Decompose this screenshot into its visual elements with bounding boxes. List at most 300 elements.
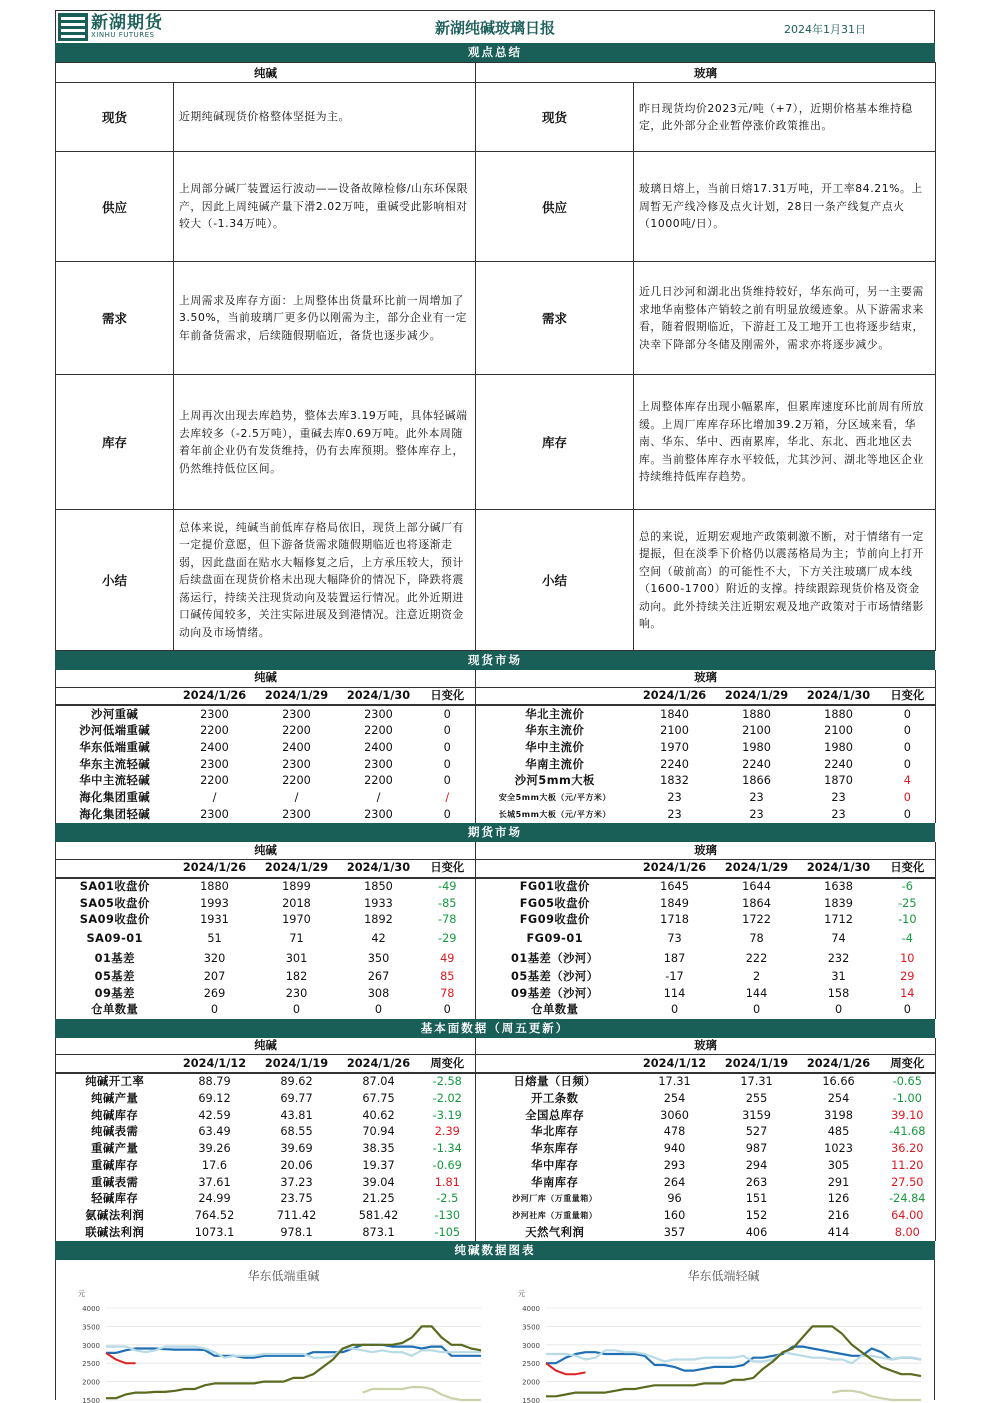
fund-value: 69.12 [198, 1092, 231, 1106]
spot-item-name: 沙河重碱 [91, 707, 139, 721]
chart-y-tick: 2000 [82, 1378, 100, 1387]
fund-value: 20.06 [280, 1158, 313, 1172]
fund-value: 291 [827, 1175, 850, 1189]
fund-value: 987 [745, 1142, 768, 1156]
fund-value: 24.99 [198, 1192, 231, 1206]
fund-value: 264 [663, 1175, 686, 1189]
view-text-glass: 玻璃日熔上，当前日熔17.31万吨，开工率84.21%。上周暂无产线冷修及点火计划，28日一条产线复产点火（1000吨/日）。 [634, 152, 936, 262]
chart-y-tick: 3500 [522, 1323, 540, 1332]
spot-item-name: 海化集团重碱 [79, 791, 151, 805]
spot-value: 2300 [282, 807, 311, 821]
futures-item-name: SA01收盘价 [79, 879, 150, 893]
chart-y-tick: 1500 [522, 1396, 540, 1403]
spot-value: 1980 [742, 741, 771, 755]
futures-value: 42 [371, 931, 386, 945]
table-row [56, 1091, 936, 1108]
futures-value: 2 [752, 969, 761, 983]
view-text-soda: 上周再次出现去库趋势，整体去库3.19万吨，具体轻碱端去库较多（-2.5万吨），重碱去库0.69万吨。此外本周随着年前企业仍有发货维持，仍有去库预期。整体库存上，仍然维持低位区间。 [174, 375, 476, 510]
fund-value: 581.42 [358, 1208, 399, 1222]
fund-value: -1.34 [420, 1141, 476, 1158]
col-date: 2024/1/29 [716, 687, 798, 705]
futures-value: 222 [745, 951, 768, 965]
fund-value: 87.04 [362, 1075, 395, 1089]
fund-item-name: 华中库存 [531, 1158, 579, 1172]
fund-value: 254 [663, 1092, 686, 1106]
futures-value: 31 [831, 969, 846, 983]
chart-y-tick: 2000 [522, 1378, 540, 1387]
view-label: 小结 [476, 510, 634, 651]
fund-value: 764.52 [194, 1208, 235, 1222]
spot-value: 2300 [364, 757, 393, 771]
table-row [56, 969, 936, 986]
section-band-futures: 期货市场 [55, 823, 935, 842]
futures-value: 1993 [200, 896, 229, 910]
fund-value: 294 [745, 1158, 768, 1172]
fund-value: 216 [827, 1208, 850, 1222]
futures-item-name: 仓单数量 [531, 1003, 579, 1017]
fund-item-name: 联碱法利润 [85, 1225, 145, 1239]
futures-value: 320 [203, 951, 226, 965]
chart-y-tick: 4000 [82, 1304, 100, 1313]
view-text-glass: 昨日现货均价2023元/吨（+7），近期价格基本维持稳定，此外部分企业暂停涨价政策推出。 [634, 83, 936, 152]
futures-item-name: 05基差（沙河） [511, 969, 599, 983]
fund-item-name: 轻碱库存 [91, 1192, 139, 1206]
futures-value: -17 [665, 969, 684, 983]
futures-value: 1722 [742, 913, 771, 927]
spot-value: 0 [903, 757, 911, 771]
fund-value: -2.02 [420, 1091, 476, 1108]
futures-value: 2018 [282, 896, 311, 910]
table-row [56, 723, 936, 740]
table-row [56, 985, 936, 1002]
fund-value: 21.25 [362, 1192, 395, 1206]
chart-y-tick: 2500 [82, 1360, 100, 1369]
spot-value: 2240 [742, 757, 771, 771]
table-row [56, 790, 936, 807]
spot-value: / [376, 791, 381, 805]
fund-value: 357 [663, 1225, 686, 1239]
spot-market-table [55, 670, 936, 823]
fund-item-name: 纯碱开工率 [85, 1075, 145, 1089]
fund-item-name: 氨碱法利润 [85, 1208, 145, 1222]
futures-value: 267 [367, 969, 390, 983]
spot-value: 23 [667, 791, 682, 805]
col-date: 2024/1/29 [716, 859, 798, 877]
chart-title: 华东低端重碱 [247, 1268, 320, 1283]
futures-item-name: 01基差 [94, 951, 135, 965]
fund-value: 940 [663, 1142, 686, 1156]
view-label: 库存 [56, 375, 174, 510]
futures-value: 74 [831, 931, 846, 945]
spot-item-name: 华南主流价 [525, 757, 585, 771]
spot-item-name: 安全5mm大板（元/平方米） [498, 793, 611, 803]
futures-value: 308 [367, 986, 390, 1000]
fund-value: 39.69 [280, 1142, 313, 1156]
spot-value: 2240 [660, 757, 689, 771]
futures-item-name: 09基差（沙河） [511, 986, 599, 1000]
fund-item-name: 全国总库存 [525, 1108, 585, 1122]
futures-item-name: FG01收盘价 [519, 879, 590, 893]
col-date: 2024/1/26 [634, 687, 716, 705]
view-text-soda: 上周需求及库存方面：上周整体出货量环比前一周增加了3.50%，当前玻璃厂更多仍以刚需为主，部分企业有一定年前备货需求，后续随假期临近，备货也逐步减少。 [174, 262, 476, 375]
view-text-soda: 上周部分碱厂装置运行波动——设备故障检修/山东环保限产，因此上周纯碱产量下滑2.02万吨，重碱受此影响相对较大（-1.34万吨）。 [174, 152, 476, 262]
fund-value: 873.1 [362, 1225, 395, 1239]
spot-right-title: 玻璃 [476, 670, 936, 687]
futures-value: 78 [749, 931, 764, 945]
futures-value: 51 [207, 931, 222, 945]
fund-item-name: 重碱表需 [91, 1175, 139, 1189]
col-date: 2024/1/19 [716, 1055, 798, 1073]
futures-value: 269 [203, 986, 226, 1000]
spot-value: / [294, 791, 299, 805]
view-label: 现货 [56, 83, 174, 152]
spot-value: 2240 [824, 757, 853, 771]
section-band-view: 观点总结 [55, 43, 935, 62]
col-date: 2024/1/19 [256, 1055, 338, 1073]
section-band-charts: 纯碱数据图表 [55, 1241, 935, 1260]
table-row [56, 1191, 936, 1208]
chart-y-tick: 2500 [522, 1360, 540, 1369]
spot-value: 2200 [200, 774, 229, 788]
futures-value: 230 [285, 986, 308, 1000]
table-row [56, 1073, 936, 1091]
spot-value: 23 [831, 791, 846, 805]
spot-value: 23 [831, 807, 846, 821]
futures-item-name: 仓单数量 [91, 1003, 139, 1017]
spot-value: / [212, 791, 217, 805]
futures-value: 1712 [824, 913, 853, 927]
fund-item-name: 纯碱产量 [91, 1092, 139, 1106]
spot-item-name: 海化集团轻碱 [79, 807, 151, 821]
fund-value: 8.00 [894, 1225, 920, 1239]
futures-value: 1931 [200, 913, 229, 927]
futures-value: -10 [898, 913, 917, 927]
fund-value: -0.65 [892, 1075, 922, 1089]
logo-text-cn: 新湖期货 [91, 12, 163, 33]
spot-value: 0 [420, 705, 476, 723]
table-row [56, 912, 936, 929]
fund-item-name: 纯碱库存 [91, 1108, 139, 1122]
spot-value: 2300 [282, 757, 311, 771]
fund-value: -3.19 [420, 1107, 476, 1124]
fund-value: 293 [663, 1158, 686, 1172]
futures-value: 0 [670, 1003, 679, 1017]
fund-value: 711.42 [276, 1208, 317, 1222]
futures-value: 1645 [660, 879, 689, 893]
fund-value: 19.37 [362, 1158, 395, 1172]
table-row [56, 807, 936, 824]
futures-right-title: 玻璃 [476, 842, 936, 859]
futures-value: 1644 [742, 879, 771, 893]
fund-value: 17.31 [658, 1075, 691, 1089]
futures-value: 0 [903, 1003, 911, 1017]
chart-series-line [106, 1353, 136, 1363]
futures-value: 49 [420, 949, 476, 969]
fund-value: 40.62 [362, 1108, 395, 1122]
spot-item-name: 华北主流价 [525, 707, 585, 721]
fund-value: 69.77 [280, 1092, 313, 1106]
fund-value: 152 [745, 1208, 768, 1222]
col-date: 2024/1/30 [798, 687, 880, 705]
spot-value: 0 [420, 723, 476, 740]
futures-item-name: SA09收盘价 [79, 913, 150, 927]
fund-value: 16.66 [822, 1075, 855, 1089]
col-date: 2024/1/29 [256, 687, 338, 705]
spot-value: 2100 [660, 724, 689, 738]
futures-item-name: SA05收盘价 [79, 896, 150, 910]
col-date: 2024/1/26 [634, 859, 716, 877]
spot-item-name: 长城5mm大板（元/平方米） [498, 809, 611, 819]
futures-value: 73 [667, 931, 682, 945]
fund-value: 11.20 [891, 1158, 924, 1172]
fund-value: 1073.1 [194, 1225, 235, 1239]
table-row [56, 1124, 936, 1141]
futures-value: 29 [900, 969, 915, 983]
chart-y-unit: 元 [78, 1289, 85, 1298]
chart-y-tick: 1500 [82, 1396, 100, 1403]
fund-value: 27.50 [891, 1175, 924, 1189]
view-text-glass: 总的来说，近期宏观地产政策刺激不断，对于情绪有一定提振，但在淡季下价格仍以震荡格局为主；节前向上打开空间（破前高）的可能性不大，下方关注玻璃厂成本线（1600-1700）附近的支撑。持续跟踪现货价格及资金动向。此外持续关注近期宏观及地产政策对于市场情绪影响。 [634, 510, 936, 651]
futures-value: 1933 [364, 896, 393, 910]
spot-value: 2300 [200, 807, 229, 821]
fund-value: 39.10 [891, 1108, 924, 1122]
fund-value: 43.81 [280, 1108, 313, 1122]
col-change: 日变化 [880, 687, 936, 705]
fund-item-name: 沙河厂库（万重量箱） [512, 1194, 598, 1204]
futures-value: 1718 [660, 913, 689, 927]
col-change: 日变化 [880, 859, 936, 877]
view-label: 现货 [476, 83, 634, 152]
chart-series-line [546, 1350, 921, 1363]
spot-value: 2200 [282, 724, 311, 738]
futures-value: 114 [663, 986, 686, 1000]
col-date: 2024/1/26 [798, 1055, 880, 1073]
table-row [56, 1002, 936, 1019]
table-row [56, 1174, 936, 1191]
spot-item-name: 沙河5mm大板 [514, 774, 595, 788]
futures-value: 1839 [824, 896, 853, 910]
fund-value: -105 [420, 1224, 476, 1241]
spot-value: 1880 [742, 707, 771, 721]
section-band-fundamentals: 基本面数据（周五更新） [55, 1019, 935, 1038]
fund-item-name: 沙河社库（万重量箱） [512, 1210, 598, 1220]
logo-text-en: XINHU FUTURES [91, 30, 155, 39]
view-text-soda: 总体来说，纯碱当前低库存格局依旧，现货上部分碱厂有一定提价意愿，但下游备货需求随假期临近也将逐渐走弱，因此盘面在贴水大幅修复之后，上方承压较大，预计后续盘面在现货价格未出现大幅降价的情况下，降跌将震荡运行，持续关注现货动向及装置运行情况。此外近期进口碱传闻较多，关注实际进展及到港情况。注意近期资金动向及市场情绪。 [174, 510, 476, 651]
spot-value: 2400 [364, 741, 393, 755]
fund-value: 3060 [660, 1108, 689, 1122]
col-date: 2024/1/26 [338, 1055, 420, 1073]
futures-value: 1638 [824, 879, 853, 893]
spot-item-name: 华东主流轻碱 [79, 757, 151, 771]
futures-value: -29 [420, 929, 476, 949]
futures-item-name: FG09-01 [526, 931, 584, 945]
spot-value: 0 [420, 773, 476, 790]
chart-y-tick: 3000 [82, 1341, 100, 1350]
table-row [56, 878, 936, 896]
fund-value: 64.00 [891, 1208, 924, 1222]
section-band-spot: 现货市场 [55, 651, 935, 670]
futures-value: 350 [367, 951, 390, 965]
view-right-title: 玻璃 [476, 63, 936, 83]
spot-value: 1880 [824, 707, 853, 721]
table-row [56, 949, 936, 969]
futures-value: 0 [292, 1003, 301, 1017]
fund-value: 160 [663, 1208, 686, 1222]
futures-value: 158 [827, 986, 850, 1000]
fund-value: 17.31 [740, 1075, 773, 1089]
fund-value: 1.81 [420, 1174, 476, 1191]
fund-value: -24.84 [889, 1192, 926, 1206]
spot-value: 2200 [200, 724, 229, 738]
fund-value: 39.26 [198, 1142, 231, 1156]
futures-item-name: 01基差（沙河） [511, 951, 599, 965]
spot-value: / [420, 790, 476, 807]
futures-value: 71 [289, 931, 304, 945]
fund-item-name: 日熔量（日频） [513, 1075, 597, 1089]
fund-value: 254 [827, 1092, 850, 1106]
fund-value: 67.75 [362, 1092, 395, 1106]
futures-value: 301 [285, 951, 308, 965]
chart-y-unit: 元 [518, 1289, 525, 1298]
spot-value: 0 [903, 741, 911, 755]
futures-value: 144 [745, 986, 768, 1000]
spot-value: 2300 [282, 707, 311, 721]
fund-value: 38.35 [362, 1142, 395, 1156]
fund-left-title: 纯碱 [56, 1038, 476, 1055]
spot-value: 0 [420, 807, 476, 824]
spot-value: 2400 [282, 741, 311, 755]
fund-value: 37.23 [280, 1175, 313, 1189]
fund-item-name: 华北库存 [531, 1125, 579, 1139]
col-change: 日变化 [420, 687, 476, 705]
fund-value: 88.79 [198, 1075, 231, 1089]
futures-value: -6 [901, 879, 913, 893]
fund-value: 42.59 [198, 1108, 231, 1122]
spot-value: 4 [903, 774, 911, 788]
fund-value: 126 [827, 1192, 850, 1206]
col-change: 周变化 [880, 1055, 936, 1073]
view-left-title: 纯碱 [56, 63, 476, 83]
futures-value: 1850 [364, 879, 393, 893]
view-label: 需求 [56, 262, 174, 375]
spot-item-name: 沙河低端重碱 [79, 724, 151, 738]
fund-value: -0.69 [420, 1158, 476, 1175]
fund-value: 3198 [824, 1108, 853, 1122]
view-label: 供应 [56, 152, 174, 262]
spot-item-name: 华东主流价 [525, 724, 585, 738]
spot-value: 2200 [282, 774, 311, 788]
futures-value: 1899 [282, 879, 311, 893]
futures-value: 187 [663, 951, 686, 965]
futures-value: 10 [900, 951, 915, 965]
fund-value: 406 [745, 1225, 768, 1239]
col-date: 2024/1/26 [174, 859, 256, 877]
chart-series-line [546, 1363, 586, 1374]
fund-value: 68.55 [280, 1125, 313, 1139]
spot-value: 2100 [742, 724, 771, 738]
futures-value: -85 [420, 895, 476, 912]
col-change: 周变化 [420, 1055, 476, 1073]
fund-item-name: 华东库存 [531, 1142, 579, 1156]
report-page [55, 10, 935, 1403]
chart-title: 华东低端轻碱 [687, 1268, 760, 1283]
fund-value: 255 [745, 1092, 768, 1106]
spot-value: 23 [749, 791, 764, 805]
fund-item-name: 纯碱表需 [91, 1125, 139, 1139]
futures-value: -25 [898, 896, 917, 910]
fund-value: -130 [420, 1208, 476, 1225]
spot-item-name: 华东低端重碱 [79, 741, 151, 755]
col-date: 2024/1/26 [174, 687, 256, 705]
fund-value: -2.58 [420, 1073, 476, 1091]
fund-value: -41.68 [889, 1125, 926, 1139]
futures-value: 232 [827, 951, 850, 965]
spot-value: 0 [903, 707, 911, 721]
table-row [56, 895, 936, 912]
futures-market-table [55, 842, 936, 1019]
table-row [56, 1158, 936, 1175]
view-text-glass: 上周整体库存出现小幅累库，但累库速度环比前周有所放缓。上周厂库库存环比增加39.2万箱，分区域来看，华南、华东、华中、西南累库，华北、东北、西北地区去库。当前整体库存水平较低，尤其沙河、湖北等地区企业持续维持低库存趋势。 [634, 375, 936, 510]
spot-value: 23 [749, 807, 764, 821]
fund-value: 63.49 [198, 1125, 231, 1139]
spot-value: 1870 [824, 774, 853, 788]
spot-left-title: 纯碱 [56, 670, 476, 687]
view-text-soda: 近期纯碱现货价格整体坚挺为主。 [174, 83, 476, 152]
futures-item-name: FG05收盘价 [519, 896, 590, 910]
fund-value: 96 [667, 1192, 682, 1206]
spot-value: 2200 [364, 724, 393, 738]
futures-item-name: 05基差 [94, 969, 135, 983]
fund-value: 485 [827, 1125, 850, 1139]
chart-heavy-soda [56, 1260, 496, 1403]
fund-value: 2.39 [420, 1124, 476, 1141]
chart-series-line [546, 1326, 921, 1396]
fund-value: 23.75 [280, 1192, 313, 1206]
fund-item-name: 天然气利润 [525, 1225, 585, 1239]
table-row [56, 756, 936, 773]
view-label: 供应 [476, 152, 634, 262]
chart-y-tick: 3000 [522, 1341, 540, 1350]
fund-value: 1023 [824, 1142, 853, 1156]
fund-item-name: 开工条数 [531, 1092, 579, 1106]
spot-value: 2300 [364, 807, 393, 821]
spot-value: 0 [903, 791, 911, 805]
spot-value: 1970 [660, 741, 689, 755]
spot-value: 0 [420, 756, 476, 773]
futures-value: 182 [285, 969, 308, 983]
futures-value: 85 [420, 969, 476, 986]
futures-item-name: 09基差 [94, 986, 135, 1000]
futures-item-name: SA09-01 [86, 931, 143, 945]
fund-value: 70.94 [362, 1125, 395, 1139]
futures-value: 1892 [364, 913, 393, 927]
futures-value: 1849 [660, 896, 689, 910]
futures-value: -4 [901, 931, 913, 945]
fund-item-name: 重碱产量 [91, 1142, 139, 1156]
table-row [56, 1141, 936, 1158]
futures-value: 0 [752, 1003, 761, 1017]
fund-value: 478 [663, 1125, 686, 1139]
spot-value: 2300 [364, 707, 393, 721]
view-label: 小结 [56, 510, 174, 651]
spot-item-name: 华中主流轻碱 [79, 774, 151, 788]
spot-value: 2400 [200, 741, 229, 755]
col-date: 2024/1/30 [798, 859, 880, 877]
chart-y-tick: 4000 [522, 1304, 540, 1313]
fund-right-title: 玻璃 [476, 1038, 936, 1055]
spot-value: 2200 [364, 774, 393, 788]
fund-value: 414 [827, 1225, 850, 1239]
